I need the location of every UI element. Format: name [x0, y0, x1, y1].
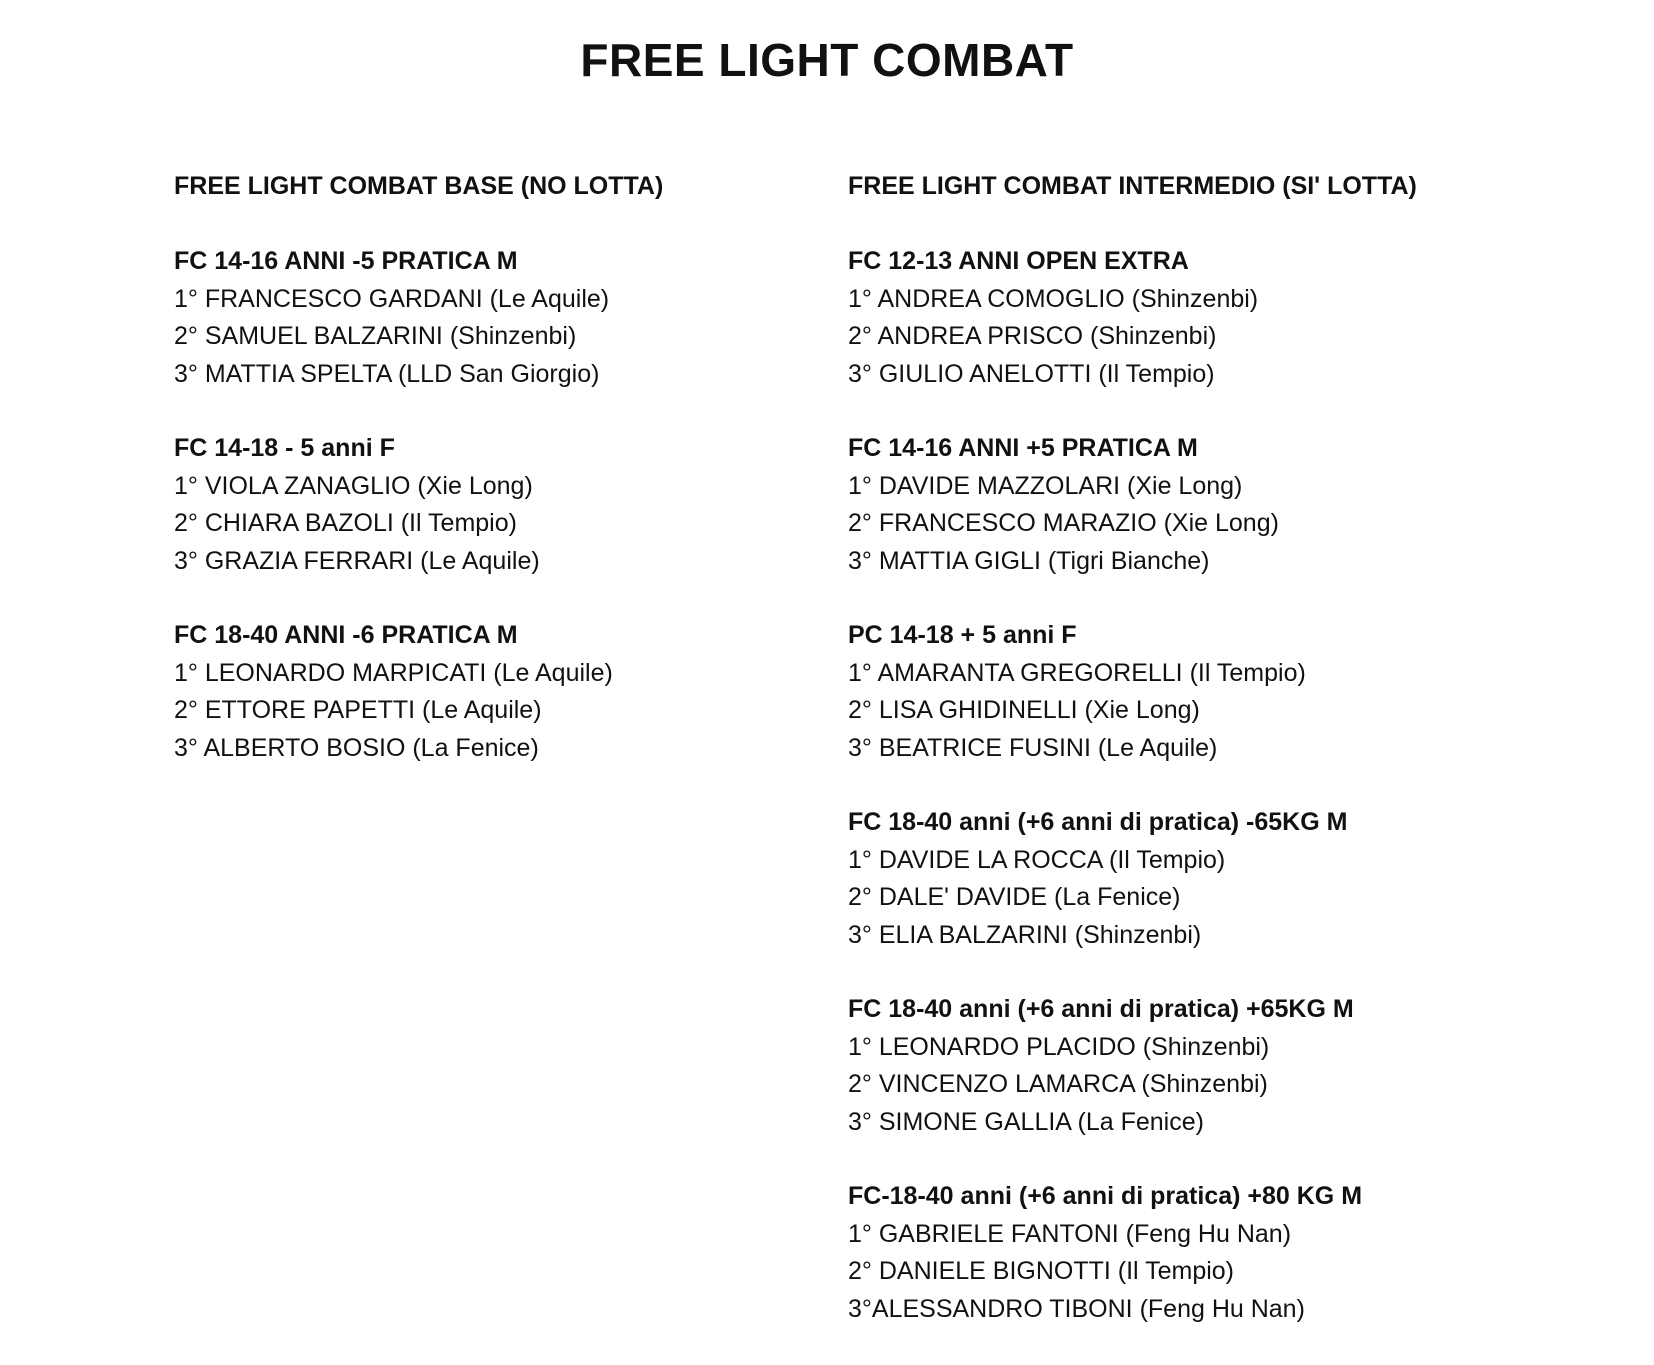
- category-block: [174, 617, 824, 767]
- result-second: 2° SAMUEL BALZARINI (Shinzenbi): [174, 322, 577, 350]
- result-third: 3° GIULIO ANELOTTI (Il Tempio): [848, 359, 1215, 388]
- result-first: 1° DAVIDE LA ROCCA (Il Tempio): [848, 845, 1226, 874]
- results-list: [848, 468, 1608, 581]
- result-first: 1° AMARANTA GREGORELLI (Il Tempio): [848, 658, 1306, 687]
- category-title: FC-18-40 anni (+6 anni di pratica) +80 KG M: [848, 1182, 1363, 1210]
- result-first: 1° DAVIDE MAZZOLARI (Xie Long): [848, 471, 1243, 500]
- result-third: 3° ALBERTO BOSIO (La Fenice): [174, 733, 539, 762]
- result-third: 3° MATTIA GIGLI (Tigri Bianche): [848, 546, 1210, 575]
- result-second: 2° VINCENZO LAMARCA (Shinzenbi): [848, 1070, 1268, 1098]
- category-title: PC 14-18 + 5 anni F: [848, 621, 1077, 649]
- column-base: [174, 168, 824, 804]
- category-title: FC 14-18 - 5 anni F: [174, 434, 395, 462]
- results-list: [848, 1216, 1608, 1329]
- column-heading: FREE LIGHT COMBAT BASE (NO LOTTA): [174, 172, 664, 200]
- category-block: [174, 430, 824, 580]
- category-title: FC 18-40 anni (+6 anni di pratica) -65KG M: [848, 808, 1348, 836]
- result-third: 3°ALESSANDRO TIBONI (Feng Hu Nan): [848, 1294, 1305, 1323]
- result-first: 1° LEONARDO MARPICATI (Le Aquile): [174, 658, 613, 687]
- category-title: FC 18-40 ANNI -6 PRATICA M: [174, 621, 518, 649]
- results-list: [174, 655, 824, 768]
- category-block: [848, 430, 1608, 580]
- category-title: FC 18-40 anni (+6 anni di pratica) +65KG M: [848, 995, 1354, 1023]
- result-third: 3° GRAZIA FERRARI (Le Aquile): [174, 546, 540, 575]
- category-title: FC 14-16 ANNI -5 PRATICA M: [174, 247, 518, 275]
- result-second: 2° DALE' DAVIDE (La Fenice): [848, 883, 1181, 911]
- category-block: [174, 243, 824, 393]
- result-third: 3° MATTIA SPELTA (LLD San Giorgio): [174, 359, 600, 388]
- result-third: 3° ELIA BALZARINI (Shinzenbi): [848, 920, 1202, 949]
- results-list: [174, 468, 824, 581]
- result-first: 1° VIOLA ZANAGLIO (Xie Long): [174, 471, 533, 500]
- result-second: 2° ETTORE PAPETTI (Le Aquile): [174, 696, 542, 724]
- result-first: 1° ANDREA COMOGLIO (Shinzenbi): [848, 284, 1259, 313]
- results-list: [848, 281, 1608, 394]
- results-list: [174, 281, 824, 394]
- results-list: [848, 842, 1608, 955]
- column-intermedio: [848, 168, 1608, 1365]
- result-second: 2° ANDREA PRISCO (Shinzenbi): [848, 322, 1217, 350]
- result-third: 3° BEATRICE FUSINI (Le Aquile): [848, 733, 1218, 762]
- column-heading: FREE LIGHT COMBAT INTERMEDIO (SI' LOTTA): [848, 172, 1417, 200]
- category-block: [848, 243, 1608, 393]
- result-second: 2° CHIARA BAZOLI (Il Tempio): [174, 509, 517, 537]
- category-block: [848, 617, 1608, 767]
- result-second: 2° DANIELE BIGNOTTI (Il Tempio): [848, 1257, 1235, 1285]
- result-first: 1° GABRIELE FANTONI (Feng Hu Nan): [848, 1219, 1292, 1248]
- page-title: FREE LIGHT COMBAT: [580, 34, 1074, 86]
- results-list: [848, 655, 1608, 768]
- category-block: [848, 1178, 1608, 1328]
- result-first: 1° LEONARDO PLACIDO (Shinzenbi): [848, 1032, 1270, 1061]
- category-title: FC 14-16 ANNI +5 PRATICA M: [848, 434, 1198, 462]
- result-third: 3° SIMONE GALLIA (La Fenice): [848, 1107, 1204, 1136]
- category-title: FC 12-13 ANNI OPEN EXTRA: [848, 247, 1189, 275]
- result-first: 1° FRANCESCO GARDANI (Le Aquile): [174, 284, 610, 313]
- result-second: 2° FRANCESCO MARAZIO (Xie Long): [848, 509, 1279, 537]
- results-list: [848, 1029, 1608, 1142]
- category-block: [848, 804, 1608, 954]
- category-block: [848, 991, 1608, 1141]
- result-second: 2° LISA GHIDINELLI (Xie Long): [848, 696, 1200, 724]
